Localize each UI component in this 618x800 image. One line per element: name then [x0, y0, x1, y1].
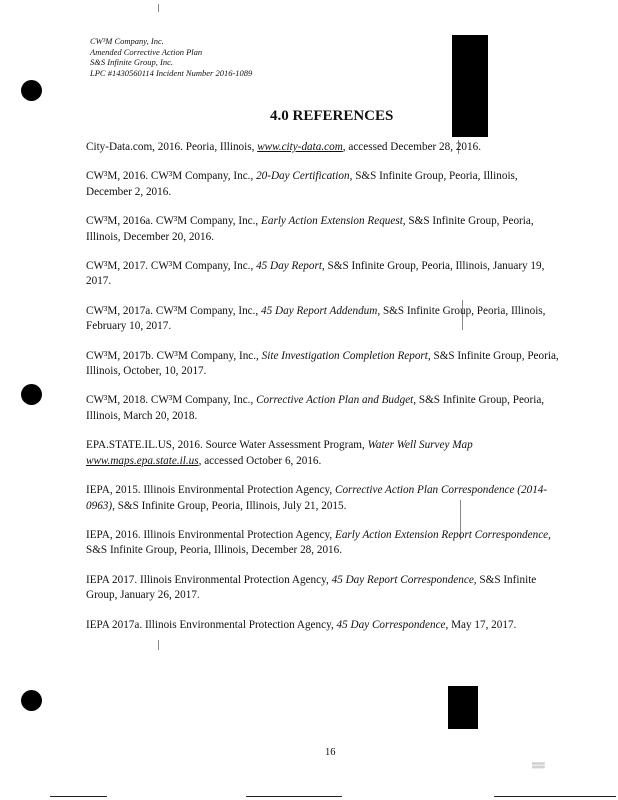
ref-title: Corrective Action Plan and Budget,	[256, 394, 417, 407]
header-company: CW³M Company, Inc.	[90, 36, 164, 46]
binder-hole-top	[21, 80, 42, 101]
footer-rule	[246, 796, 342, 797]
ref-text: CW³M, 2016a. CW³M Company, Inc.,	[86, 215, 262, 228]
reference-item	[86, 618, 562, 633]
footer-rule	[494, 796, 616, 797]
ref-url[interactable]: www.city-data.com	[257, 141, 343, 153]
reference-list	[86, 140, 562, 647]
header-incident: LPC #1430560114 Incident Number 2016-1089	[90, 67, 253, 78]
reference-item	[86, 214, 562, 245]
ref-title: Early Action Extension Request,	[261, 215, 406, 228]
ref-text: IEPA 2017a. Illinois Environmental Protection Agency,	[86, 618, 337, 631]
ref-title: 45 Day Report,	[256, 260, 325, 273]
ref-text: EPA.STATE.IL.US, 2016. Source Water Assessment Program,	[86, 439, 368, 452]
ref-text: S&S Infinite Group, January 26, 2017.	[86, 573, 537, 602]
ref-text: CW³M, 2018. CW³M Company, Inc.,	[86, 394, 257, 407]
reference-item	[86, 304, 562, 335]
binder-hole-bottom	[21, 690, 42, 711]
ref-text: CW³M, 2017b. CW³M Company, Inc.,	[86, 349, 262, 362]
reference-item	[86, 438, 562, 469]
ref-title: 45 Day Correspondence,	[336, 618, 449, 631]
reference-item	[86, 483, 562, 514]
ref-text: , accessed December 28, 2016.	[342, 141, 482, 153]
reference-item	[86, 169, 562, 200]
reference-item	[86, 393, 562, 424]
header-document-title: Amended Corrective Action Plan	[90, 46, 203, 57]
reference-item	[86, 140, 562, 155]
reference-item	[86, 528, 562, 559]
ref-text: IEPA, 2016. Illinois Environmental Protection Agency,	[86, 528, 335, 541]
ref-text: S&S Infinite Group, Peoria, Illinois, January 19, 2017.	[86, 260, 545, 288]
ref-text: , accessed October 6, 2016.	[198, 454, 322, 467]
document-header	[90, 36, 252, 78]
ref-title: 45 Day Report Addendum,	[261, 304, 381, 317]
binder-hole-middle	[21, 384, 42, 405]
ref-text: May 17, 2017.	[448, 618, 517, 631]
scan-speck	[158, 4, 159, 12]
ref-text: S&S Infinite Group, Peoria, Illinois, February 10, 2017.	[86, 304, 546, 333]
ref-text: S&S Infinite Group, Peoria, Illinois, December 28, 2016.	[86, 544, 343, 557]
ref-title: 20-Day Certification,	[256, 170, 353, 183]
ref-text: S&S Infinite Group, Peoria, Illinois, March 20, 2018.	[86, 394, 545, 422]
reference-item	[86, 259, 562, 290]
section-heading: 4.0 REFERENCES	[270, 108, 394, 124]
ref-title: 45 Day Report Correspondence,	[331, 573, 477, 586]
redaction-block-bottom	[448, 686, 478, 729]
footer-rule	[50, 796, 107, 797]
ref-text: CW³M, 2017a. CW³M Company, Inc.,	[86, 304, 262, 317]
ref-url[interactable]: www.maps.epa.state.il.us	[86, 454, 199, 467]
ref-text: CW³M, 2016. CW³M Company, Inc.,	[86, 170, 257, 183]
header-client: S&S Infinite Group, Inc.	[90, 57, 174, 68]
page-number: 16	[325, 747, 336, 758]
scan-stamp: ▒▒▒	[532, 763, 545, 769]
ref-title: Corrective Action Plan Correspondence (2014-0963),	[86, 484, 548, 512]
ref-text: S&S Infinite Group, Peoria, Illinois, July 21, 2015.	[114, 499, 347, 512]
reference-item	[86, 573, 562, 604]
ref-text: S&S Infinite Group, Peoria, Illinois, December 2, 2016.	[86, 170, 518, 198]
redaction-block-top	[452, 35, 488, 137]
ref-text: S&S Infinite Group, Peoria, Illinois, October, 10, 2017.	[86, 349, 559, 378]
ref-text: IEPA 2017. Illinois Environmental Protection Agency,	[86, 573, 332, 586]
reference-item	[86, 349, 562, 380]
ref-text: CW³M, 2017. CW³M Company, Inc.,	[86, 260, 257, 273]
ref-title: Water Well Survey Map	[367, 439, 473, 452]
ref-text: S&S Infinite Group, Peoria, Illinois, December 20, 2016.	[86, 215, 534, 243]
ref-title: Early Action Extension Report Correspondence,	[335, 528, 551, 541]
ref-title: Site Investigation Completion Report,	[261, 349, 431, 362]
ref-text: IEPA, 2015. Illinois Environmental Protection Agency,	[86, 484, 335, 497]
ref-text: City-Data.com, 2016. Peoria, Illinois,	[86, 141, 258, 153]
